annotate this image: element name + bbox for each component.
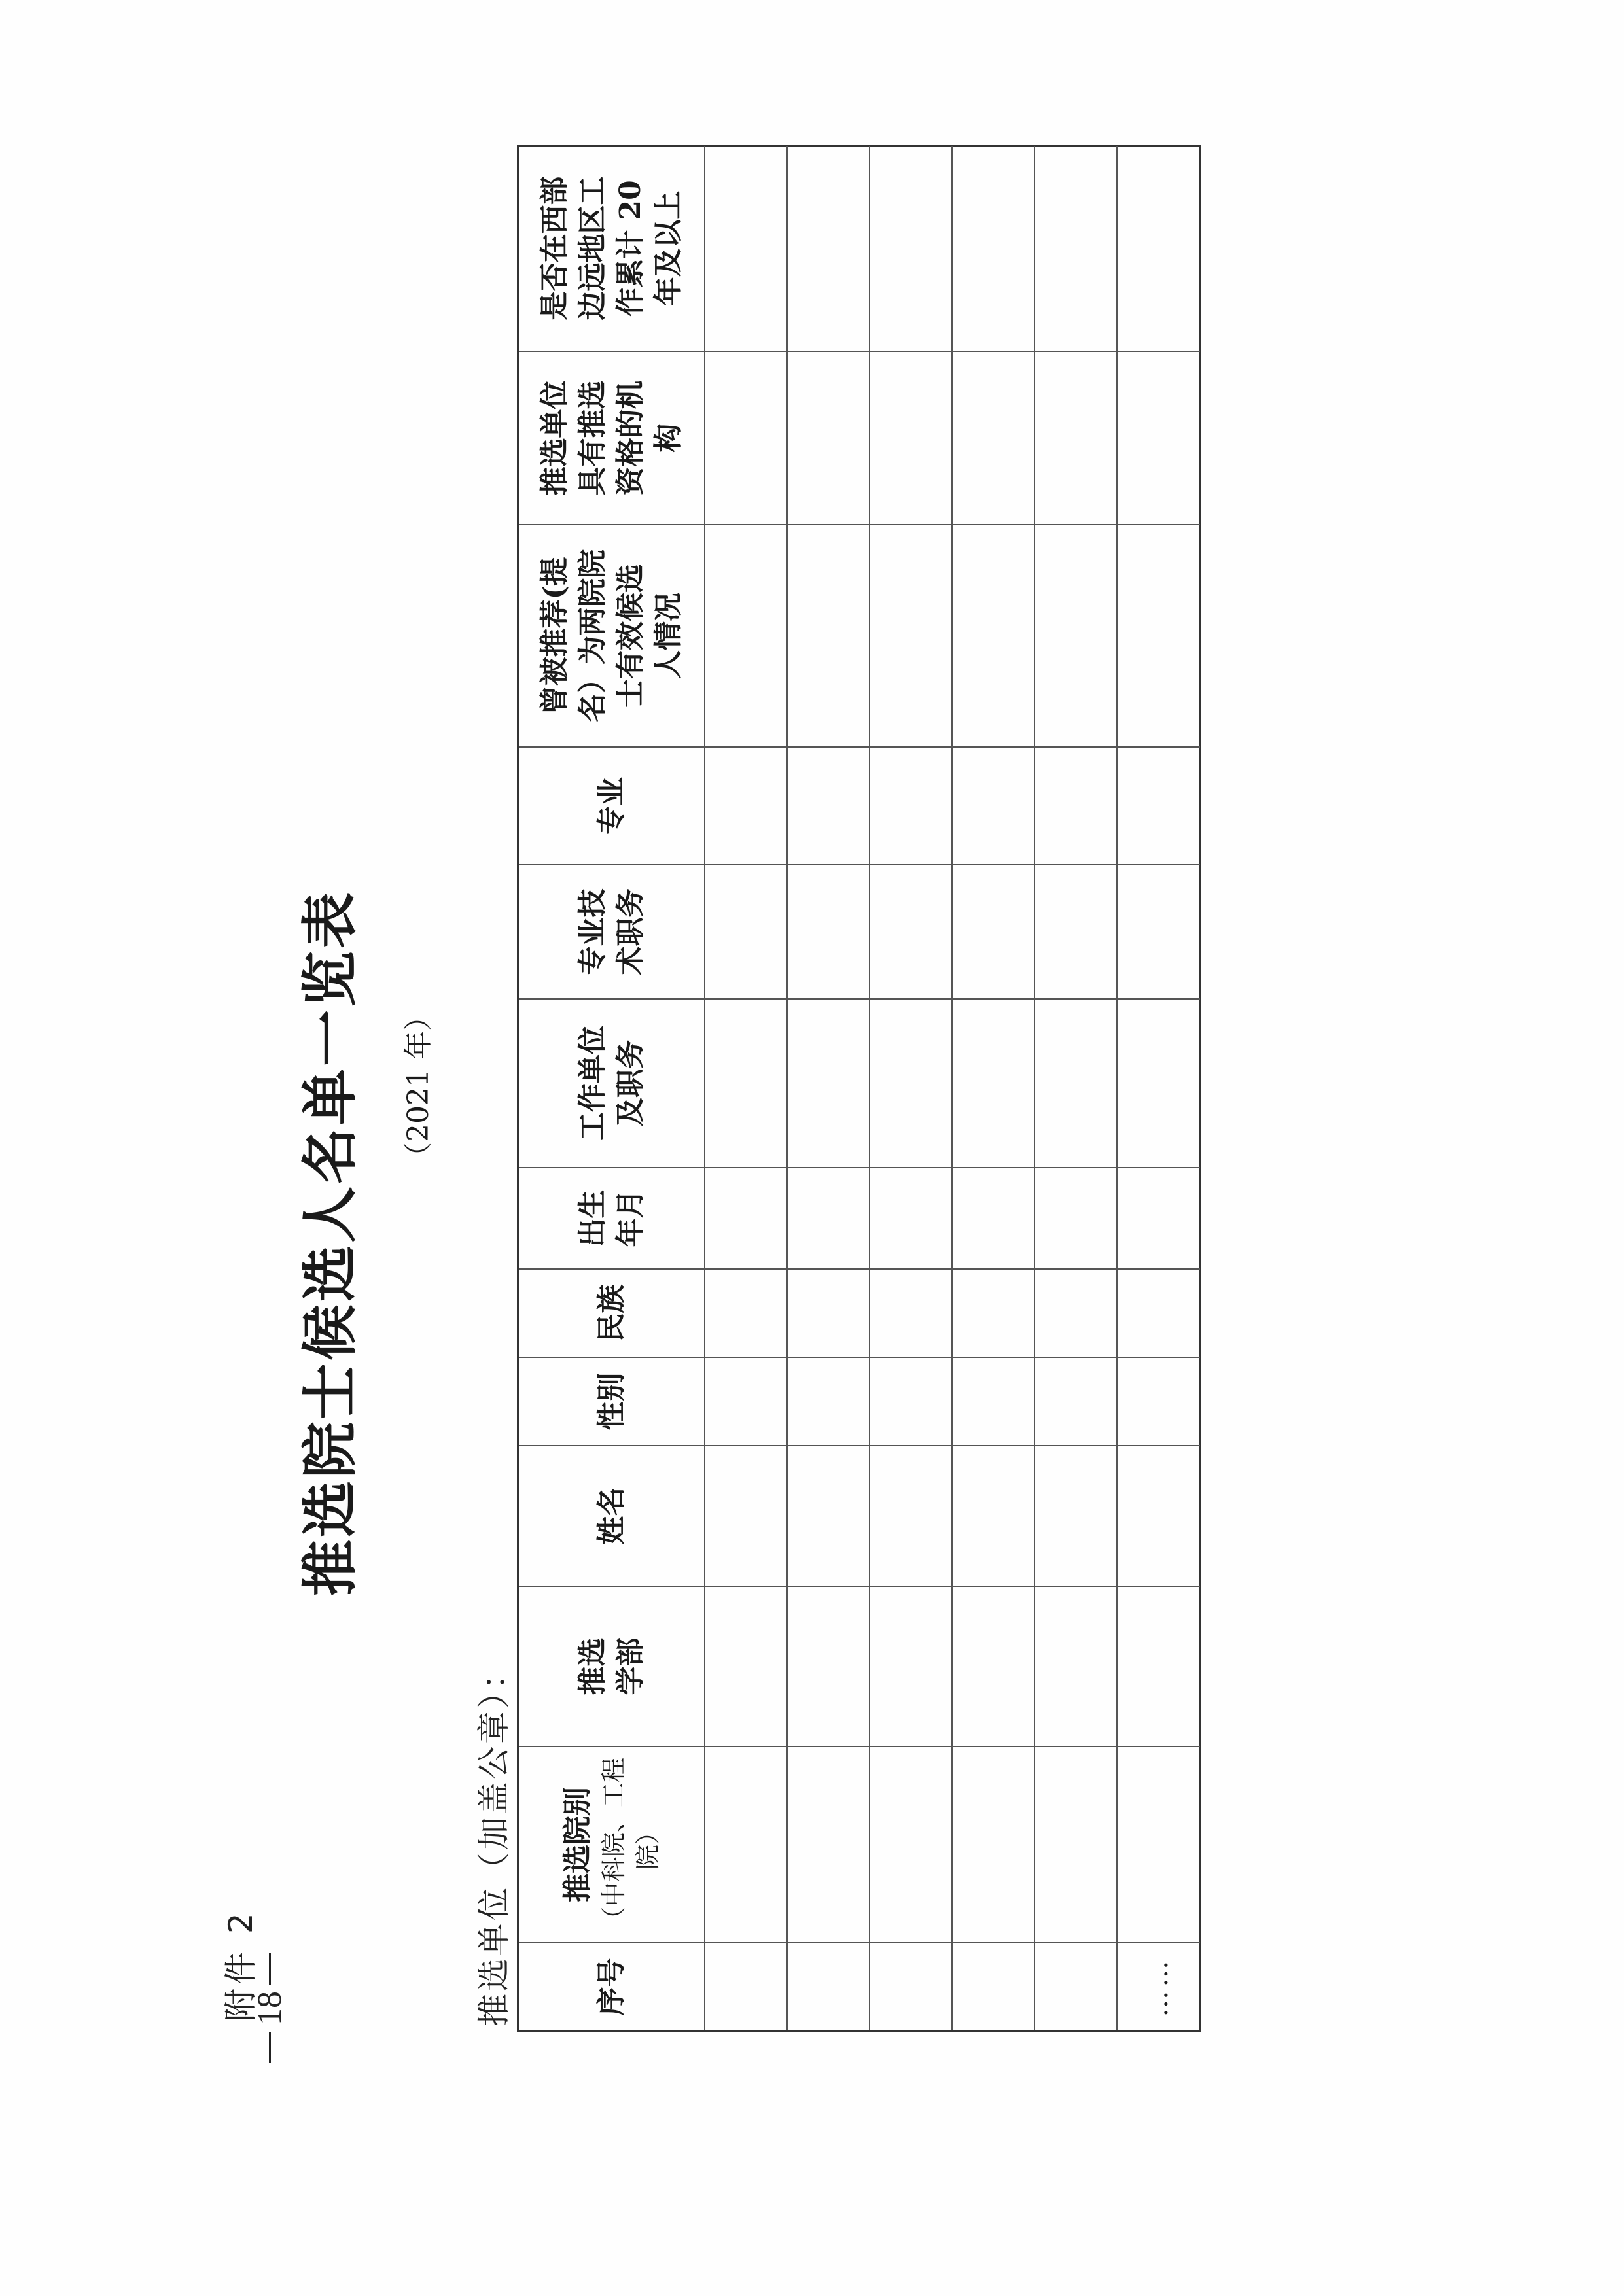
header-workplace-position	[519, 998, 705, 1167]
document-title: 推选院士候选人名单一览表	[297, 890, 363, 1596]
table-cell[interactable]	[953, 1445, 1035, 1586]
table-cell[interactable]	[788, 998, 870, 1167]
table-cell[interactable]	[1118, 351, 1200, 524]
table-cell[interactable]	[1035, 146, 1118, 351]
table-cell[interactable]	[1118, 524, 1200, 746]
table-cell[interactable]	[705, 1942, 788, 2030]
table-cell[interactable]	[788, 146, 870, 351]
header-label: 推选单位 具有推选 资格的机 构	[537, 380, 685, 496]
attachment-label: 附件 2	[222, 1909, 260, 2021]
table-cell[interactable]	[1118, 1167, 1200, 1268]
header-previous-nomination	[519, 524, 705, 746]
table-cell[interactable]	[1035, 1445, 1118, 1586]
table-cell[interactable]	[870, 1268, 953, 1357]
table-cell[interactable]	[1035, 524, 1118, 746]
table-cell[interactable]	[705, 746, 788, 864]
table-cell[interactable]	[1035, 746, 1118, 864]
table-cell[interactable]	[870, 146, 953, 351]
header-sublabel: （中科院、工程院）	[599, 1758, 662, 1932]
table-cell[interactable]	[1035, 351, 1118, 524]
header-label: 工作单位 及职务	[575, 1026, 647, 1141]
table-cell[interactable]	[953, 1268, 1035, 1357]
document-subtitle-year: （2021 年）	[402, 1002, 435, 1171]
table-cell[interactable]	[870, 351, 953, 524]
table-cell[interactable]	[1118, 864, 1200, 998]
header-label: 专业技 术职务	[575, 888, 647, 975]
table-cell[interactable]	[788, 1445, 870, 1586]
table-cell[interactable]	[1118, 1445, 1200, 1586]
table-cell[interactable]	[953, 864, 1035, 998]
header-label: 是否在西部 边远地区工 作累计 20 年及以上	[537, 176, 685, 321]
table-cell[interactable]	[870, 1746, 953, 1942]
table-cell[interactable]	[788, 1586, 870, 1746]
header-label: 姓名	[594, 1487, 628, 1545]
table-cell[interactable]	[1035, 864, 1118, 998]
table-cell[interactable]	[870, 1942, 953, 2030]
table-cell[interactable]	[788, 1167, 870, 1268]
header-serial-number	[519, 1942, 705, 2030]
table-cell[interactable]	[1035, 1268, 1118, 1357]
table-cell[interactable]	[1035, 1167, 1118, 1268]
page-number-dash-right	[269, 1953, 271, 1985]
header-label: 推选院别	[560, 1787, 594, 1902]
table-cell[interactable]	[1118, 1357, 1200, 1445]
table-cell[interactable]	[705, 1268, 788, 1357]
header-qualified-institution	[519, 351, 705, 524]
table-cell[interactable]	[788, 1357, 870, 1445]
table-cell[interactable]	[705, 1167, 788, 1268]
table-cell[interactable]	[953, 998, 1035, 1167]
table-cell[interactable]	[705, 146, 788, 351]
table-cell[interactable]	[705, 351, 788, 524]
page-number-value: 18	[251, 1991, 289, 2025]
table-cell[interactable]	[870, 1167, 953, 1268]
table-cell[interactable]	[788, 864, 870, 998]
table-cell[interactable]	[1035, 998, 1118, 1167]
table-cell[interactable]: ……	[1118, 1942, 1200, 2030]
table-cell[interactable]	[705, 1586, 788, 1746]
table-cell[interactable]	[788, 1942, 870, 2030]
table-cell[interactable]	[1118, 1746, 1200, 1942]
table-cell[interactable]	[705, 1746, 788, 1942]
table-cell[interactable]	[705, 864, 788, 998]
table-cell[interactable]	[1035, 1357, 1118, 1445]
table-cell[interactable]	[1118, 746, 1200, 864]
table-cell[interactable]	[1035, 1586, 1118, 1746]
table-cell[interactable]	[788, 1746, 870, 1942]
header-professional-title	[519, 864, 705, 998]
table-cell[interactable]	[788, 351, 870, 524]
table-cell[interactable]	[1035, 1942, 1118, 2030]
table-cell[interactable]	[1035, 1746, 1118, 1942]
candidate-list-table	[517, 145, 1201, 2032]
table-cell[interactable]	[705, 1445, 788, 1586]
table-cell[interactable]	[870, 1357, 953, 1445]
table-cell[interactable]	[870, 998, 953, 1167]
table-cell[interactable]	[870, 1445, 953, 1586]
header-label: 民族	[594, 1284, 628, 1342]
table-cell[interactable]	[953, 1942, 1035, 2030]
header-label: 专业	[594, 777, 628, 835]
table-cell[interactable]	[1118, 1268, 1200, 1357]
table-cell[interactable]	[870, 746, 953, 864]
header-label: 出生 年月	[575, 1189, 647, 1247]
table-cell[interactable]	[953, 524, 1035, 746]
table-cell[interactable]	[788, 746, 870, 864]
header-label: 推选 学部	[575, 1637, 647, 1696]
table-cell[interactable]	[1118, 146, 1200, 351]
table-cell[interactable]	[788, 524, 870, 746]
table-cell[interactable]	[788, 1268, 870, 1357]
table-cell[interactable]	[953, 746, 1035, 864]
page-number-dash-left	[269, 2032, 271, 2063]
table-cell[interactable]	[953, 1586, 1035, 1746]
header-name	[519, 1445, 705, 1586]
header-ethnicity	[519, 1268, 705, 1357]
table-cell[interactable]	[953, 1357, 1035, 1445]
table-cell[interactable]	[953, 1167, 1035, 1268]
table-cell[interactable]	[870, 524, 953, 746]
header-western-remote-20-years	[519, 146, 705, 351]
table-cell[interactable]	[953, 1746, 1035, 1942]
header-label: 性别	[594, 1372, 628, 1431]
header-recommend-academy	[519, 1746, 705, 1942]
table-cell[interactable]	[705, 524, 788, 746]
header-label: 曾被推荐(提 名）为两院院 士有效候选 人情况	[537, 549, 685, 722]
table-cell[interactable]	[870, 864, 953, 998]
table-cell[interactable]	[705, 1357, 788, 1445]
table-cell[interactable]	[953, 146, 1035, 351]
header-gender	[519, 1357, 705, 1445]
header-recommend-division	[519, 1586, 705, 1746]
table-cell[interactable]	[1118, 998, 1200, 1167]
table-cell[interactable]	[1118, 1586, 1200, 1746]
header-label: 序号	[594, 1958, 628, 2016]
table-cell[interactable]	[705, 998, 788, 1167]
table-cell[interactable]	[953, 351, 1035, 524]
recommending-unit-label: 推选单位（加盖公章）：	[475, 1654, 513, 2026]
header-specialty	[519, 746, 705, 864]
table-cell[interactable]	[870, 1586, 953, 1746]
header-birth-date	[519, 1167, 705, 1268]
